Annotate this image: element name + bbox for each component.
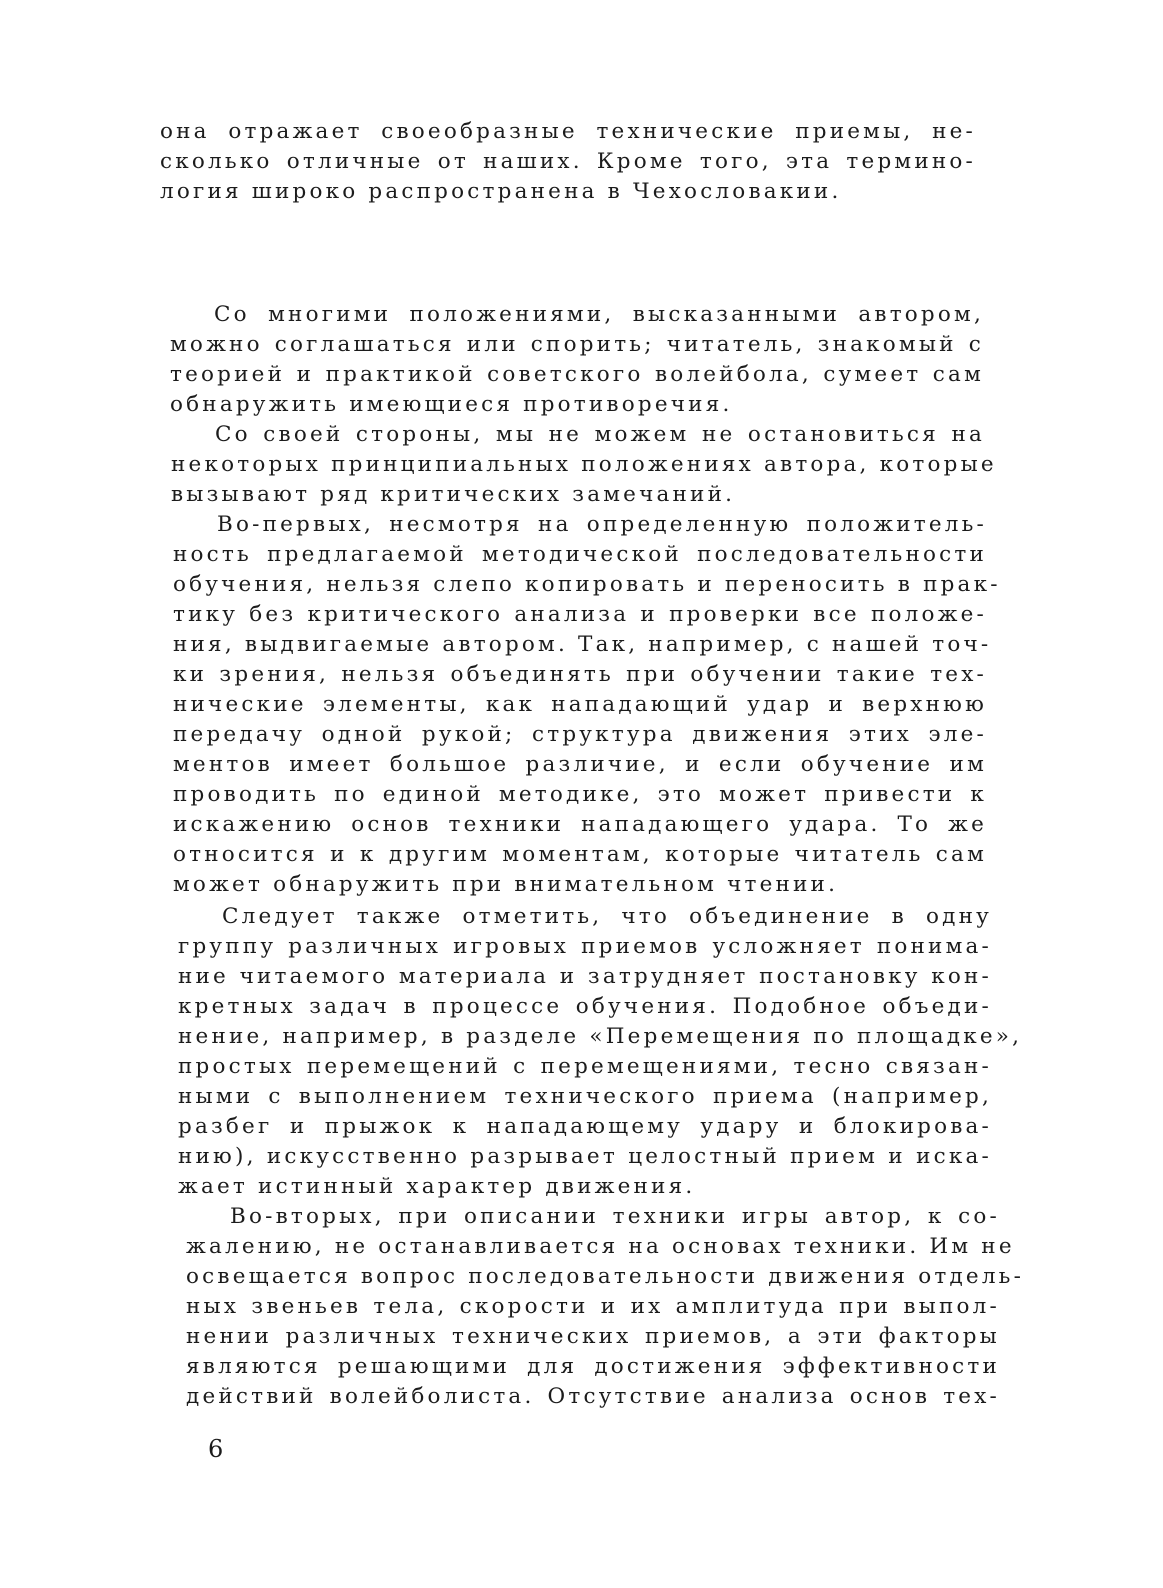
text-line: ными с выполнением технического приема (например,	[178, 1084, 992, 1109]
text-line: искажению основ техники нападающего удара. То же	[173, 812, 987, 837]
text-line: Во-вторых, при описании техники игры автор, к со-	[230, 1204, 1000, 1229]
text-line: Со многими положениями, высказанными автором,	[214, 302, 984, 327]
text-line: жалению, не останавливается на основах техники. Им не	[186, 1234, 1015, 1259]
text-line: ность предлагаемой методической последовательности	[173, 542, 987, 567]
text-line: некоторых принципиальных положениях автора, которые	[171, 452, 997, 477]
paragraph-secondly	[186, 1202, 1025, 1412]
paragraph-opinions	[170, 300, 984, 420]
text-line: теорией и практикой советского волейбола, сумеет сам	[170, 362, 984, 387]
text-line: ных звеньев тела, скорости и их амплитуда при выпол-	[186, 1294, 1000, 1319]
text-line: простых перемещений с перемещениями, тесно связан-	[178, 1054, 992, 1079]
text-line: Следует также отметить, что объединение в одну	[222, 904, 992, 929]
text-line: нение, например, в разделе «Перемещения по площадке»,	[178, 1024, 1023, 1049]
text-line: Со своей стороны, мы не можем не остановиться на	[215, 422, 985, 447]
text-line: она отражает своеобразные технические приемы, не-	[160, 119, 976, 144]
text-line: ние читаемого материала и затрудняет постановку кон-	[178, 964, 992, 989]
paragraph-our-side	[171, 420, 997, 510]
text-line: обнаружить имеющиеся противоречия.	[170, 392, 733, 417]
text-line: Во-первых, несмотря на определенную положитель-	[217, 512, 987, 537]
paragraph-intro-end	[160, 117, 976, 207]
text-line: проводить по единой методике, это может привести к	[173, 782, 987, 807]
text-line: разбег и прыжок к нападающему удару и блокирова-	[178, 1114, 992, 1139]
text-line: нию), искусственно разрывает целостный прием и иска-	[178, 1144, 992, 1169]
paragraph-firstly	[173, 510, 1001, 900]
text-line: сколько отличные от наших. Кроме того, эта термино-	[160, 149, 976, 174]
text-line: группу различных игровых приемов усложняет понима-	[178, 934, 992, 959]
text-line: ки зрения, нельзя объединять при обучении такие тех-	[173, 662, 987, 687]
text-line: жает истинный характер движения.	[178, 1174, 696, 1199]
text-line: может обнаружить при внимательном чтении.	[173, 872, 839, 897]
text-line: действий волейболиста. Отсутствие анализа основ тех-	[186, 1384, 1000, 1409]
page-number: 6	[208, 1435, 224, 1463]
paragraph-also-note	[178, 902, 1023, 1202]
text-line: ментов имеет большое различие, и если обучение им	[173, 752, 987, 777]
text-line: относится и к другим моментам, которые читатель сам	[173, 842, 987, 867]
text-line: являются решающими для достижения эффективности	[186, 1354, 1000, 1379]
text-line: тику без критического анализа и проверки все положе-	[173, 602, 987, 627]
text-line: кретных задач в процессе обучения. Подобное объеди-	[178, 994, 992, 1019]
text-line: освещается вопрос последовательности движения отдель-	[186, 1264, 1025, 1289]
text-line: передачу одной рукой; структура движения этих эле-	[173, 722, 987, 747]
text-line: ния, выдвигаемые автором. Так, например, с нашей точ-	[173, 632, 992, 657]
text-line: можно соглашаться или спорить; читатель, знакомый с	[170, 332, 984, 357]
text-line: нении различных технических приемов, а эти факторы	[186, 1324, 1000, 1349]
text-line: нические элементы, как нападающий удар и верхнюю	[173, 692, 987, 717]
text-line: обучения, нельзя слепо копировать и переносить в прак-	[173, 572, 1001, 597]
text-line: логия широко распространена в Чехословакии.	[160, 179, 842, 204]
text-line: вызывают ряд критических замечаний.	[171, 482, 736, 507]
